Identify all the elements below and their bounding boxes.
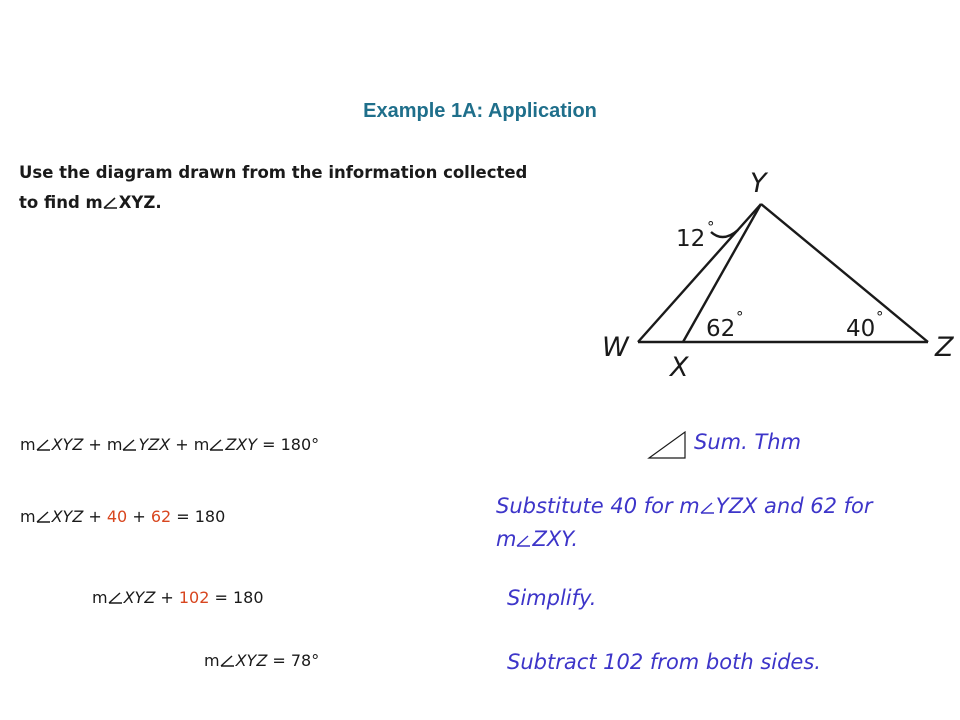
eq-text: m xyxy=(20,507,36,526)
eq-text: m xyxy=(20,435,36,454)
equation-step-1 xyxy=(20,435,319,454)
eq-text: + xyxy=(127,507,151,526)
angle-name: ZXY xyxy=(225,435,258,454)
eq-text: = 180 xyxy=(209,588,264,607)
reason-step-4: Subtract 102 from both sides. xyxy=(507,650,821,674)
angle-label-12: 12 xyxy=(676,226,706,252)
slide-title: Example 1A: Application xyxy=(363,100,597,122)
equation-step-3 xyxy=(92,588,264,607)
prompt-line-2 xyxy=(19,188,527,218)
angle-icon xyxy=(36,511,51,523)
reason-step-1: Sum. Thm xyxy=(694,430,802,454)
reason-step-3: Simplify. xyxy=(507,586,597,610)
label-z: Z xyxy=(935,332,954,363)
degree-mark: ° xyxy=(876,308,884,326)
angle-name: YZX xyxy=(138,435,171,454)
reason-text: . xyxy=(571,527,579,551)
triangle-icon xyxy=(645,428,689,462)
angle-icon xyxy=(209,439,224,451)
angle-icon xyxy=(516,535,531,547)
degree-mark: ° xyxy=(736,308,744,326)
eq-text: = 180° xyxy=(257,435,320,454)
reason-text: m xyxy=(496,527,517,551)
eq-text: = 78° xyxy=(267,651,320,670)
simplified-value: 102 xyxy=(178,588,210,607)
eq-text: = 180 xyxy=(171,507,226,526)
eq-text: + xyxy=(83,507,107,526)
prompt-line-1: Use the diagram drawn from the information collected xyxy=(19,163,528,182)
eq-text: m xyxy=(204,651,220,670)
reason-line xyxy=(496,523,873,556)
angle-icon xyxy=(700,502,715,514)
angle-icon xyxy=(36,439,51,451)
degree-mark: ° xyxy=(707,218,715,236)
triangle-diagram xyxy=(590,160,960,390)
equation-step-2 xyxy=(20,507,225,526)
reason-angle-name: ZXY xyxy=(532,527,572,551)
angle-icon xyxy=(122,439,137,451)
angle-icon xyxy=(220,655,235,667)
reason-text: Substitute 40 for m xyxy=(496,494,700,518)
angle-icon xyxy=(108,592,123,604)
reason-angle-name: YZX xyxy=(715,494,758,518)
substituted-value: 40 xyxy=(106,507,128,526)
angle-icon xyxy=(103,197,118,209)
angle-label-40: 40 xyxy=(846,316,876,342)
eq-text: + xyxy=(155,588,179,607)
side-yz xyxy=(761,204,928,342)
angle-name: XYZ xyxy=(51,507,84,526)
eq-text: m xyxy=(92,588,108,607)
prompt-period: . xyxy=(155,193,162,212)
reason-step-2 xyxy=(496,490,873,556)
prompt-angle-name: XYZ xyxy=(118,193,156,212)
label-y: Y xyxy=(750,168,767,199)
prompt-text: to find m xyxy=(19,193,103,212)
problem-prompt xyxy=(19,158,527,218)
eq-text: + m xyxy=(170,435,210,454)
label-x: X xyxy=(670,352,689,383)
reason-line xyxy=(496,490,873,523)
angle-name: XYZ xyxy=(51,435,84,454)
reason-text: and 62 for xyxy=(757,494,873,518)
angle-name: XYZ xyxy=(123,588,156,607)
eq-text: + m xyxy=(83,435,123,454)
angle-label-62: 62 xyxy=(706,316,736,342)
substituted-value: 62 xyxy=(150,507,172,526)
angle-name: XYZ xyxy=(235,651,268,670)
equation-step-4 xyxy=(204,651,319,670)
label-w: W xyxy=(602,332,629,363)
